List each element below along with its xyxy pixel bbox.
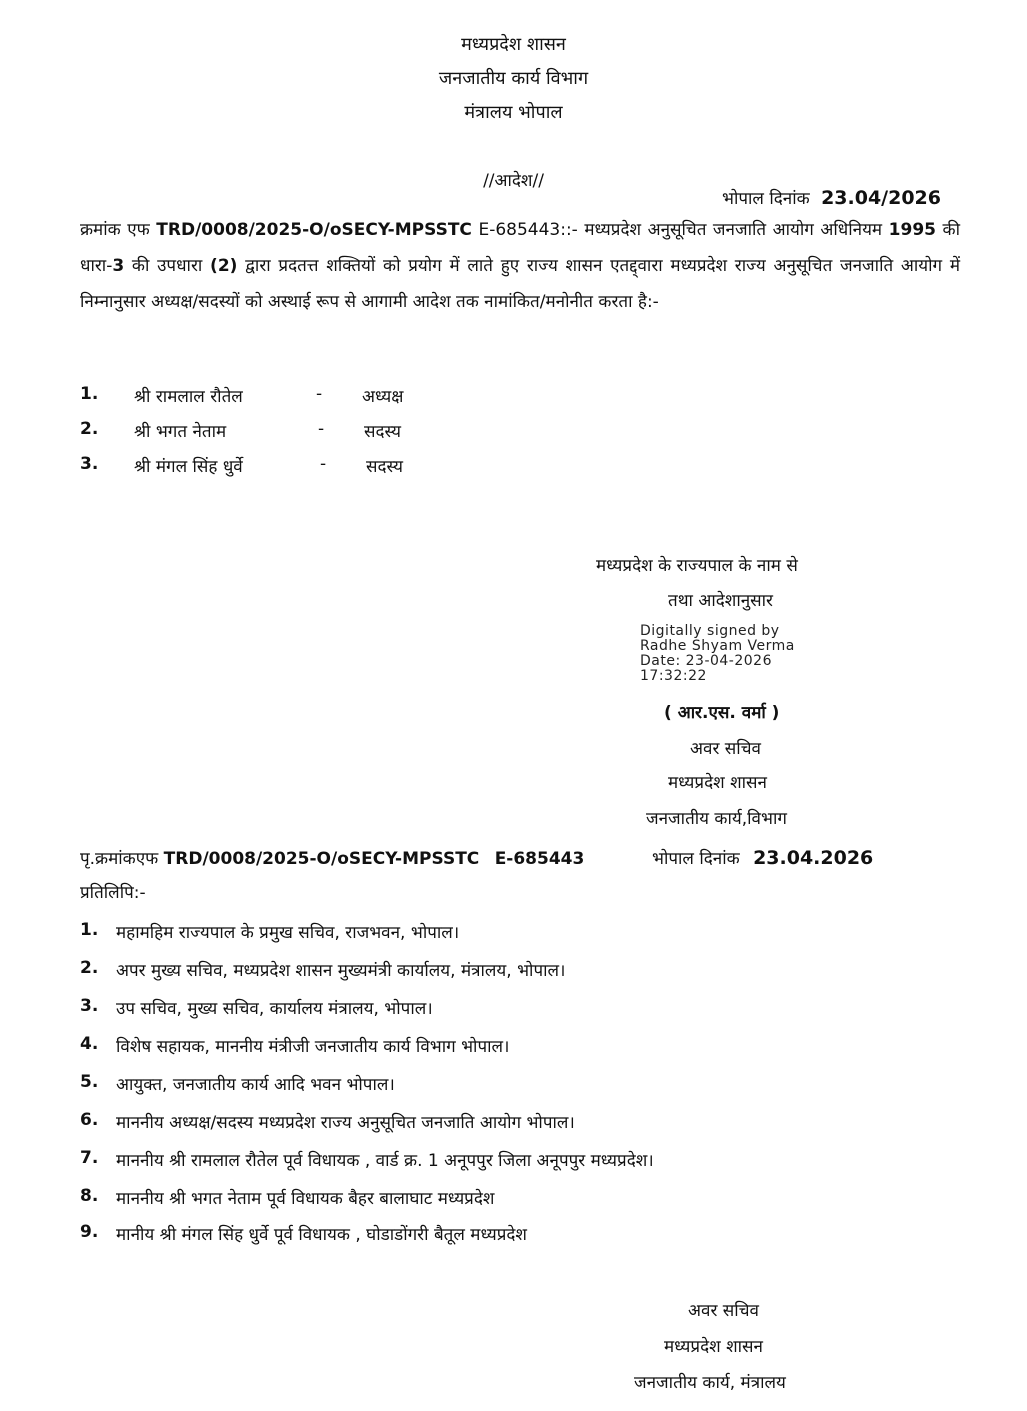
signatory-govt: मध्यप्रदेश शासन [668,773,767,793]
order-document: मध्यप्रदेश शासन जनजातीय कार्य विभाग मंत्रालय भोपाल //आदेश// भोपाल दिनांक 23.04/2026 क्रमांक एफ TRD/0008/2025-O/oSECY-MPSSTC E-685443::- मध्यप्रदेश अनुसूचित जनजाति आयोग अधिनियम 1995 की धारा-3 की उपधारा (2) द्वारा प्रदतत्त शक्तियों को प्रयोग में लाते हुए राज्य शासन एतद्द्वारा मध्यप्रदेश राज्य अनुसूचित जनजाति आयोग में निम्नानुसार अध्यक्ष/सदस्यों को अस्थाई रूप से आगामी आदेश तक नामांकित/मनोनीत करता है:- 1. श्री रामलाल रौतेल - अध्यक्ष 2. श्री भगत नेताम - सदस्य 3. श्री मंगल सिंह धुर्वे - सदस्य मध्यप्रदेश के राज्यपाल के नाम से तथा आदेशानुसार Digitally signed by Radhe Shyam Verma Date: 23-04-2026 17:32:22 ( आर.एस. वर्मा ) अवर सचिव मध्यप्रदेश शासन जनजातीय कार्य,विभाग पृ.क्रमांकएफ TRD/0008/2025-O/oSECY-MPSSTC E-685443 भोपाल दिनांक 23.04.2026 प्रतिलिपि:- 1. महामहिम राज्यपाल के प्रमुख सचिव, राजभवन, भोपाल। 2. अपर मुख्य सचिव, मध्यप्रदेश शासन मुख्यमंत्री कार्यालय, मंत्रालय, भोपाल। 3. उप सचिव, मुख्य सचिव, कार्यालय मंत्रालय, भोपाल। 4. विशेष सहायक, माननीय मंत्रीजी जनजातीय कार्य विभाग भोपाल। 5. आयुक्त, जनजातीय कार्य आदि भवन भोपाल। 6. माननीय अध्यक्ष/सदस्य मध्यप्रदेश राज्य अनुसूचित जनजाति आयोग भोपाल। 7. माननीय श्री रामलाल रौतेल पूर्व विधायक , वार्ड क्र. 1 अनूपपुर जिला अनूपपुर मध्यप्रदेश। 8. माननीय श्री भगत नेताम पूर्व विधायक बैहर बालाघाट मध्यप्रदेश 9. मानीय श्री मंगल सिंह धुर्वे पूर्व विधायक , घोडाडोंगरी बैतूल मध्यप्रदेश अवर सचिव मध्यप्रदेश शासन जनजातीय कार्य, मंत्रालय [0,0,1027,1411]
order-title: //आदेश// [483,171,544,191]
digital-signature-stamp: Digitally signed by Radhe Shyam Verma Date: 23-04-2026 17:32:22 [640,623,795,684]
signatory-designation: अवर सचिव [690,739,761,759]
endorsement-date: भोपाल दिनांक 23.04.2026 [652,847,874,869]
order-paragraph: क्रमांक एफ TRD/0008/2025-O/oSECY-MPSSTC E-685443::- मध्यप्रदेश अनुसूचित जनजाति आयोग अधिनियम 1995 की धारा-3 की उपधारा (2) द्वारा प्रदतत्त शक्तियों को प्रयोग में लाते हुए राज्य शासन एतद्द्वारा मध्यप्रदेश राज्य अनुसूचित जनजाति आयोग में निम्नानुसार अध्यक्ष/सदस्यों को अस्थाई रूप से आगामी आदेश तक नामांकित/मनोनीत करता है:- [80,220,961,312]
signature-authority-line: मध्यप्रदेश के राज्यपाल के नाम से [596,556,798,576]
endorsement-line: पृ.क्रमांकएफ TRD/0008/2025-O/oSECY-MPSSTC E-685443 [80,849,585,869]
footer-designation: अवर सचिव [688,1301,759,1321]
order-date-value: 23.04/2026 [821,187,941,209]
signatory-name: ( आर.एस. वर्मा ) [664,703,780,723]
header-location: मंत्रालय भोपाल [464,102,563,123]
order-date-line [722,186,941,209]
header-department: जनजातीय कार्य विभाग [438,68,589,89]
copy-to-label: प्रतिलिपि:- [80,883,146,903]
signature-order-line: तथा आदेशानुसार [668,591,774,611]
footer-govt: मध्यप्रदेश शासन [664,1337,763,1357]
footer-department: जनजातीय कार्य, मंत्रालय [634,1373,786,1393]
signatory-department: जनजातीय कार्य,विभाग [646,809,787,829]
order-date-label: भोपाल दिनांक [722,189,810,209]
header-govt: मध्यप्रदेश शासन [461,34,566,55]
